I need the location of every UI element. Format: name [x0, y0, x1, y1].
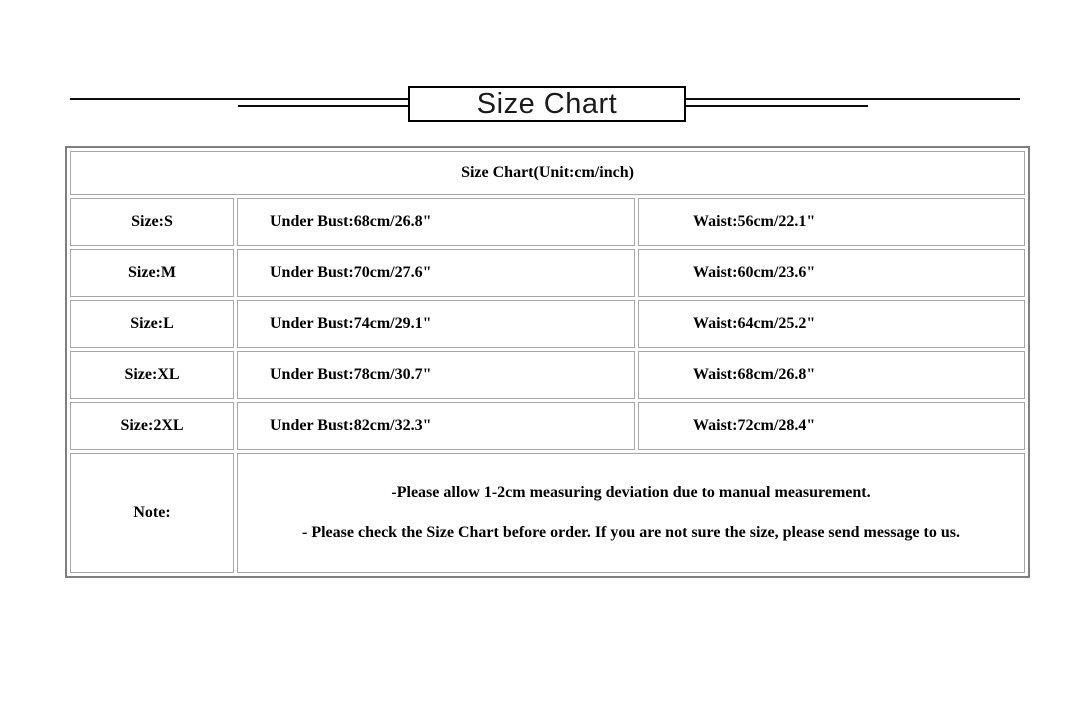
size-label: Size:M [70, 249, 234, 297]
under-bust-value: Under Bust:74cm/29.1" [237, 300, 635, 348]
under-bust-value: Under Bust:78cm/30.7" [237, 351, 635, 399]
under-bust-value: Under Bust:68cm/26.8" [237, 198, 635, 246]
table-header-row [70, 151, 1025, 195]
note-line-1: -Please allow 1-2cm measuring deviation due to manual measurement. [391, 483, 871, 501]
note-text-cell [237, 453, 1025, 573]
size-label: Size:2XL [70, 402, 234, 450]
waist-value: Waist:68cm/26.8" [638, 351, 1025, 399]
waist-value: Waist:56cm/22.1" [638, 198, 1025, 246]
page-title-text: Size Chart [476, 87, 618, 120]
table-row-size-2xl [70, 402, 1025, 450]
banner-rule-right-bottom [686, 105, 868, 107]
banner-rule-left-top [70, 98, 412, 100]
under-bust-value: Under Bust:70cm/27.6" [237, 249, 635, 297]
size-label: Size:XL [70, 351, 234, 399]
table-row-size-l [70, 300, 1025, 348]
table-row-size-xl [70, 351, 1025, 399]
table-row-note [70, 453, 1025, 573]
under-bust-value: Under Bust:82cm/32.3" [237, 402, 635, 450]
waist-value: Waist:64cm/25.2" [638, 300, 1025, 348]
waist-value: Waist:60cm/23.6" [638, 249, 1025, 297]
note-line-2: - Please check the Size Chart before order. If you are not sure the size, please send message to us. [302, 523, 960, 541]
banner-rule-right-top [686, 98, 1020, 100]
note-label: Note: [70, 453, 234, 573]
table-header-cell: Size Chart(Unit:cm/inch) [70, 151, 1025, 195]
size-label: Size:L [70, 300, 234, 348]
size-chart-table [65, 146, 1030, 578]
table-row-size-s [70, 198, 1025, 246]
table-row-size-m [70, 249, 1025, 297]
banner-rule-left-bottom [238, 105, 412, 107]
size-label: Size:S [70, 198, 234, 246]
page-title [408, 86, 686, 122]
waist-value: Waist:72cm/28.4" [638, 402, 1025, 450]
